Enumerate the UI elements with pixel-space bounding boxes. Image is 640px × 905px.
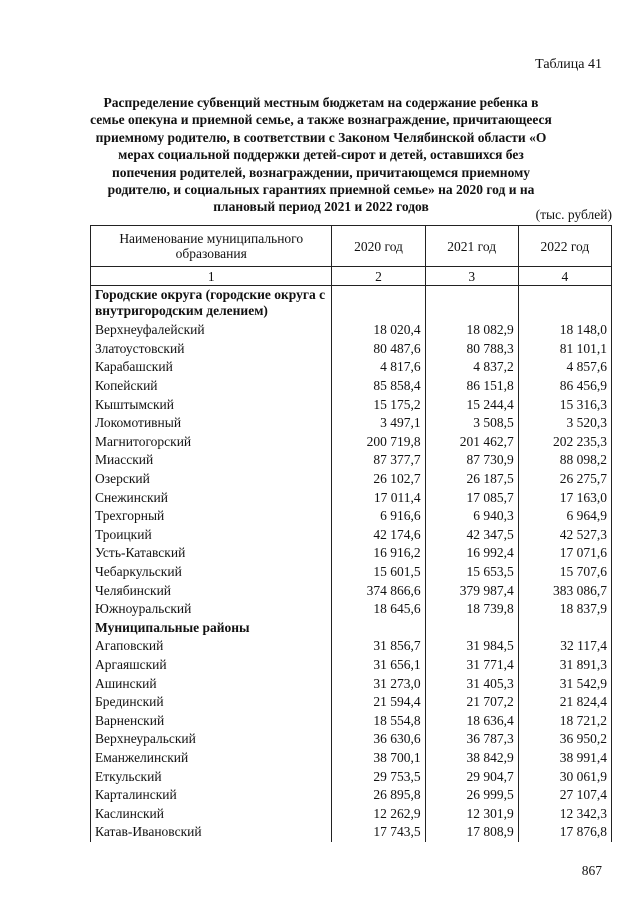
value-2020: 36 630,6 [332,730,425,749]
empty-cell [518,286,611,322]
table-row [91,563,612,582]
value-2022: 38 991,4 [518,749,611,768]
column-number: 4 [518,267,611,286]
municipality-name: Миасский [91,451,332,470]
value-2021: 15 653,5 [425,563,518,582]
municipality-name: Верхнеуфалейский [91,321,332,340]
value-2022: 32 117,4 [518,637,611,656]
table-body [91,286,612,842]
value-2022: 3 520,3 [518,414,611,433]
header-2022: 2022 год [518,226,611,267]
municipality-name: Копейский [91,377,332,396]
value-2020: 26 102,7 [332,470,425,489]
empty-cell [332,286,425,322]
column-number-row [91,267,612,286]
value-2022: 27 107,4 [518,786,611,805]
table-row [91,711,612,730]
value-2020: 80 487,6 [332,340,425,359]
table-row [91,767,612,786]
value-2022: 26 275,7 [518,470,611,489]
table-row [91,693,612,712]
municipality-name: Чебаркульский [91,563,332,582]
value-2021: 17 085,7 [425,488,518,507]
table-row [91,395,612,414]
header-name: Наименование муниципального образования [91,226,332,267]
value-2022: 81 101,1 [518,340,611,359]
page-number: 867 [581,863,602,878]
value-2020: 17 743,5 [332,823,425,842]
value-2020: 16 916,2 [332,544,425,563]
table-row [91,823,612,842]
value-2020: 29 753,5 [332,767,425,786]
value-2021: 201 462,7 [425,433,518,452]
municipality-name: Кыштымский [91,395,332,414]
value-2020: 26 895,8 [332,786,425,805]
table-row [91,321,612,340]
value-2022: 383 086,7 [518,581,611,600]
value-2020: 31 856,7 [332,637,425,656]
section-row [91,619,612,638]
municipality-name: Каслинский [91,804,332,823]
municipality-name: Агаповский [91,637,332,656]
column-number: 1 [91,267,332,286]
value-2020: 31 273,0 [332,674,425,693]
value-2022: 202 235,3 [518,433,611,452]
municipality-name: Варненский [91,711,332,730]
value-2020: 15 601,5 [332,563,425,582]
value-2020: 18 645,6 [332,600,425,619]
table-row [91,358,612,377]
value-2021: 36 787,3 [425,730,518,749]
value-2022: 12 342,3 [518,804,611,823]
municipality-name: Аргаяшский [91,656,332,675]
table-row [91,786,612,805]
value-2022: 36 950,2 [518,730,611,749]
value-2022: 21 824,4 [518,693,611,712]
value-2022: 18 837,9 [518,600,611,619]
column-number: 2 [332,267,425,286]
municipality-name: Катав-Ивановский [91,823,332,842]
value-2020: 18 554,8 [332,711,425,730]
header-2021: 2021 год [425,226,518,267]
value-2020: 21 594,4 [332,693,425,712]
table-row [91,674,612,693]
value-2022: 15 707,6 [518,563,611,582]
municipality-name: Южноуральский [91,600,332,619]
value-2021: 31 984,5 [425,637,518,656]
value-2021: 42 347,5 [425,526,518,545]
table-row [91,414,612,433]
value-2020: 6 916,6 [332,507,425,526]
header-2020: 2020 год [332,226,425,267]
value-2022: 4 857,6 [518,358,611,377]
section-title: Муниципальные районы [91,619,332,638]
value-2021: 26 187,5 [425,470,518,489]
value-2021: 4 837,2 [425,358,518,377]
table-row [91,730,612,749]
value-2020: 31 656,1 [332,656,425,675]
municipality-name: Верхнеуральский [91,730,332,749]
value-2022: 6 964,9 [518,507,611,526]
value-2020: 12 262,9 [332,804,425,823]
value-2021: 80 788,3 [425,340,518,359]
table-row [91,656,612,675]
table-row [91,377,612,396]
value-2021: 31 405,3 [425,674,518,693]
value-2021: 86 151,8 [425,377,518,396]
value-2022: 18 721,2 [518,711,611,730]
municipality-name: Ашинский [91,674,332,693]
subvention-table [90,225,612,842]
value-2020: 374 866,6 [332,581,425,600]
empty-cell [425,286,518,322]
value-2022: 17 071,6 [518,544,611,563]
header-row [91,226,612,267]
table-row [91,451,612,470]
empty-cell [518,619,611,638]
value-2021: 31 771,4 [425,656,518,675]
value-2021: 21 707,2 [425,693,518,712]
table-row [91,507,612,526]
value-2020: 85 858,4 [332,377,425,396]
table-row [91,526,612,545]
table-row [91,433,612,452]
value-2022: 31 891,3 [518,656,611,675]
table-row [91,749,612,768]
value-2020: 3 497,1 [332,414,425,433]
value-2021: 18 636,4 [425,711,518,730]
municipality-name: Челябинский [91,581,332,600]
table-row [91,581,612,600]
value-2020: 17 011,4 [332,488,425,507]
table-row [91,600,612,619]
value-2021: 87 730,9 [425,451,518,470]
value-2022: 30 061,9 [518,767,611,786]
section-title: Городские округа (городские округа с внутригородским делением) [91,286,332,322]
value-2021: 18 739,8 [425,600,518,619]
municipality-name: Карталинский [91,786,332,805]
value-2022: 31 542,9 [518,674,611,693]
value-2022: 18 148,0 [518,321,611,340]
municipality-name: Карабашский [91,358,332,377]
value-2021: 3 508,5 [425,414,518,433]
table-row [91,340,612,359]
value-2020: 42 174,6 [332,526,425,545]
value-2021: 379 987,4 [425,581,518,600]
table-row [91,637,612,656]
table-number: Таблица 41 [535,57,602,72]
value-2021: 29 904,7 [425,767,518,786]
value-2022: 17 876,8 [518,823,611,842]
municipality-name: Златоустовский [91,340,332,359]
value-2020: 38 700,1 [332,749,425,768]
value-2021: 38 842,9 [425,749,518,768]
table-row [91,544,612,563]
value-2021: 18 082,9 [425,321,518,340]
empty-cell [332,619,425,638]
section-row [91,286,612,322]
value-2021: 26 999,5 [425,786,518,805]
municipality-name: Брединский [91,693,332,712]
value-2020: 200 719,8 [332,433,425,452]
value-2022: 86 456,9 [518,377,611,396]
value-2021: 17 808,9 [425,823,518,842]
value-2022: 15 316,3 [518,395,611,414]
value-2022: 42 527,3 [518,526,611,545]
value-2021: 15 244,4 [425,395,518,414]
municipality-name: Снежинский [91,488,332,507]
value-2022: 17 163,0 [518,488,611,507]
table-row [91,488,612,507]
municipality-name: Еманжелинский [91,749,332,768]
units-label: (тыс. рублей) [535,207,612,222]
municipality-name: Магнитогорский [91,433,332,452]
value-2020: 18 020,4 [332,321,425,340]
column-number: 3 [425,267,518,286]
municipality-name: Трехгорный [91,507,332,526]
value-2022: 88 098,2 [518,451,611,470]
value-2020: 87 377,7 [332,451,425,470]
municipality-name: Озерский [91,470,332,489]
value-2020: 4 817,6 [332,358,425,377]
value-2020: 15 175,2 [332,395,425,414]
municipality-name: Еткульский [91,767,332,786]
municipality-name: Усть-Катавский [91,544,332,563]
value-2021: 6 940,3 [425,507,518,526]
value-2021: 12 301,9 [425,804,518,823]
value-2021: 16 992,4 [425,544,518,563]
empty-cell [425,619,518,638]
municipality-name: Троицкий [91,526,332,545]
document-title: Распределение субвенций местным бюджетам на содержание ребенка в семье опекуна и приемной семье, а также вознаграждение, причитающееся приемному родителю, в соответствии с Законом Челябинской области «О мерах социальной поддержки детей-сирот и детей, оставшихся без попечения родителей, вознаграждении, причитающемся приемному родителю, и социальных гарантиях приемной семье» на 2020 год и на плановый период 2021 и 2022 годов [90,95,552,215]
table-row [91,804,612,823]
municipality-name: Локомотивный [91,414,332,433]
table-row [91,470,612,489]
